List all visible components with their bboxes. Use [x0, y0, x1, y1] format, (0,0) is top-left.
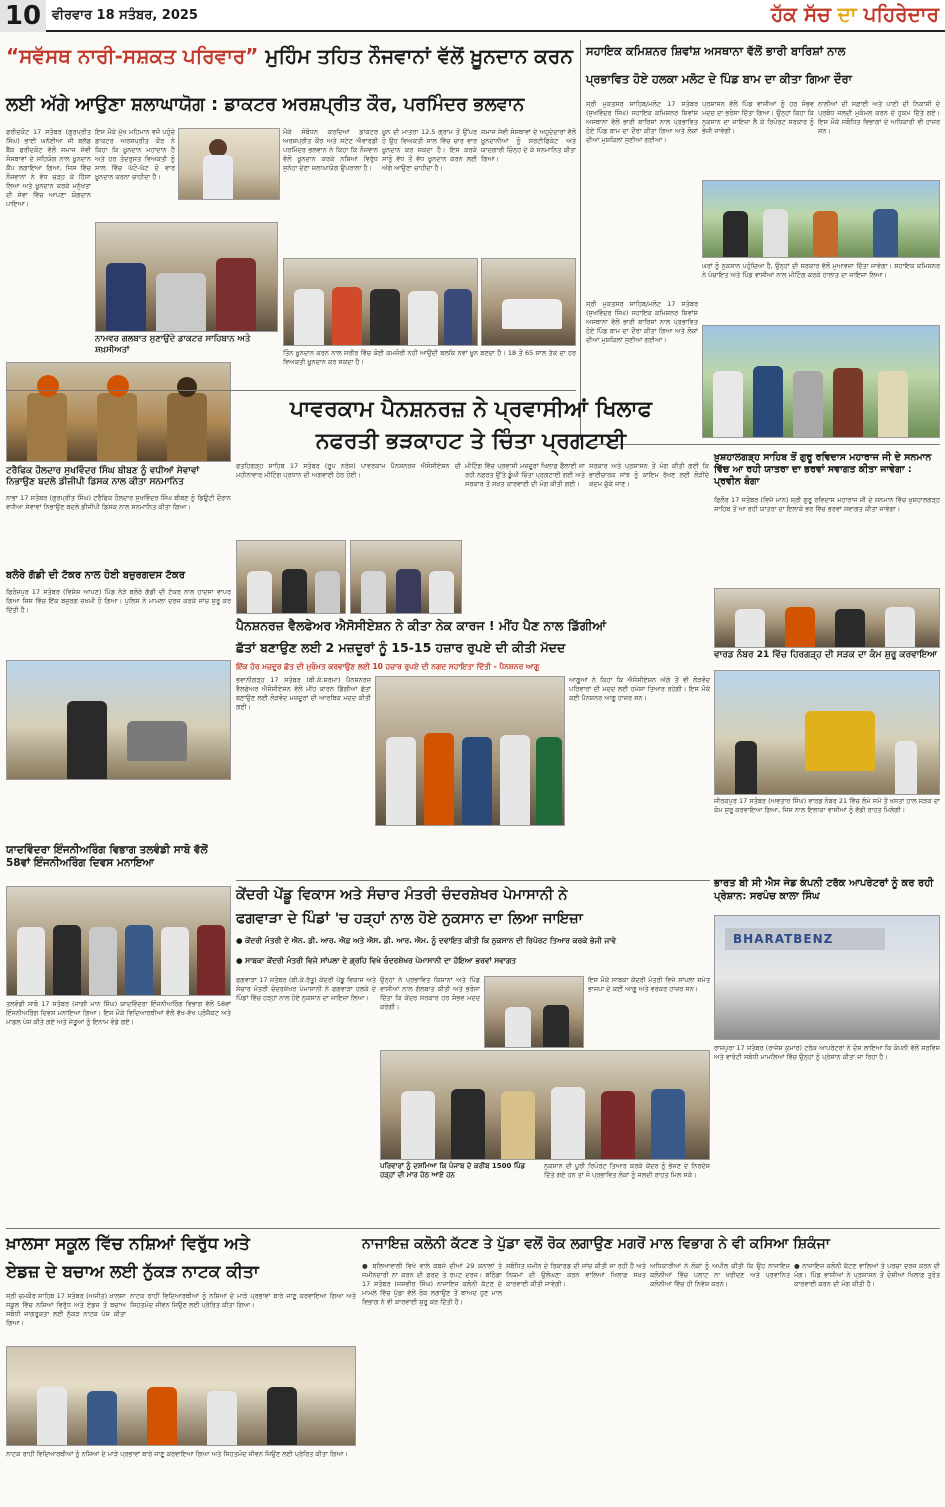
masthead-pre: ਹੱਕ ਸੱਚ	[771, 2, 838, 26]
a13-body-col2: ਸਬੰਧਿਤ ਜ਼ਮੀਨ ਦੇ ਰਿਕਾਰਡ ਦੀ ਜਾਂਚ ਕੀਤੀ ਜਾ ਰਹੀ ਹੈ ਅਤੇ ਨਿਯਮਾਂ ਦੀ ਉਲੰਘਣਾ ਕਰਨ ਵਾਲਿਆਂ ਖਿਲਾਫ਼ ਸਖ਼ਤ ਕਾਰਵਾਈ ਕੀਤੀ ਜਾਵੇਗੀ।	[506, 1262, 646, 1288]
a12-body-extra: ਨਾਟਕ ਰਾਹੀਂ ਵਿਦਿਆਰਥੀਆਂ ਨੂੰ ਨਸ਼ਿਆਂ ਦੇ ਮਾੜੇ ਪ੍ਰਭਾਵਾਂ ਬਾਰੇ ਜਾਣੂ ਕਰਵਾਇਆ ਗਿਆ ਅਤੇ ਸਿਹਤਮੰਦ ਜੀਵਨ ਜਿਉਣ ਲਈ ਪ੍ਰੇਰਿਤ ਕੀਤਾ ਗਿਆ।	[6, 1450, 348, 1458]
a9-body-left: ਭਵਾਨੀਗੜ੍ਹ 17 ਸਤੰਬਰ (ਬੀ.ਕੇ.ਸ਼ਰਮਾ) ਪੈਨਸ਼ਨਰਜ਼ ਵੈਲਫੇਅਰ ਐਸੋਸੀਏਸ਼ਨ ਵੱਲੋਂ ਮੀਂਹ ਕਾਰਨ ਡਿੱਗੀਆਂ ਛੱਤਾਂ ਬਣਾਉਣ ਲਈ ਲੋੜਵੰਦ ਮਜ਼ਦੂਰਾਂ ਦੀ ਆਰਥਿਕ ਮਦਦ ਕੀਤੀ ਗਈ।	[236, 676, 371, 711]
a7-photo	[714, 588, 940, 648]
a13-body-col1: ● ਬਲਿਆਵਾਲੀ ਵਿਖੇ ਵਾਲੇ ਕਬਜ਼ੇ ਦੀਆਂ 29 ਕਨਾਲਾਂ ਤੇ ਜਮੀਨਦਾਰੀ ਨਾ ਕਰਨ ਦੀ ਫ਼ਰਦ ਤੇ ਰਪਟ ਦਰਜ। ਬਠਿੰਡਾ 17 ਸਤੰਬਰ (ਜਸਵੀਰ ਸਿੰਘ) ਨਾਜਾਇਜ਼ ਕਲੋਨੀ ਕੱਟਣ ਦੇ ਮਾਮਲੇ ਵਿੱਚ ਪੁੱਡਾ ਵੱਲੋਂ ਰੋਕ ਲਗਾਉਣ ਤੋਂ ਬਾਅਦ ਹੁਣ ਮਾਲ ਵਿਭਾਗ ਨੇ ਵੀ ਕਾਰਵਾਈ ਸ਼ੁਰੂ ਕਰ ਦਿੱਤੀ ਹੈ।	[362, 1262, 502, 1306]
a5-body: ਫਿਰੋਜ਼ਪੁਰ 17 ਸਤੰਬਰ (ਵਿਸ਼ੇਸ਼ ਆਪਣ) ਪਿੰਡ ਨੇੜੇ ਬਲੋਰੇ ਗੱਡੀ ਦੀ ਟੱਕਰ ਨਾਲ ਹਾਦਸਾ ਵਾਪਰ ਗਿਆ ਜਿਸ ਵਿੱਚ ਇੱਕ ਬਜ਼ੁਰਗ ਜ਼ਖ਼ਮੀ ਹੋ ਗਿਆ। ਪੁਲਿਸ ਨੇ ਮਾਮਲਾ ਦਰਜ ਕਰਕੇ ਜਾਂਚ ਸ਼ੁਰੂ ਕਰ ਦਿੱਤੀ ਹੈ।	[6, 588, 231, 614]
a3-headline-line1: ਪਾਵਰਕਾਮ ਪੈਨਸ਼ਨਰਜ਼ ਨੇ ਪ੍ਰਵਾਸੀਆਂ ਖਿਲਾਫ	[289, 397, 653, 422]
a11-photo-minister	[484, 976, 584, 1048]
masthead	[771, 2, 939, 26]
a1-caption: ਨਾਮਵਰ ਗਲਬਾਤ ਸੁਣਾਉਂਦੇ ਡਾਕਟਰ ਸਾਹਿਬਾਨ ਅਤੇ ਸ਼ਖ਼ਸੀਅਤਾਂ	[95, 334, 251, 355]
a4-body: ਨਾਭਾ 17 ਸਤੰਬਰ (ਗੁਰਪ੍ਰੀਤ ਸਿੰਘ) ਟਰੈਫਿਕ ਹੌਲਦਾਰ ਸੁਖਵਿੰਦਰ ਸਿੰਘ ਬੀਬਣ ਨੂੰ ਡਿਊਟੀ ਦੌਰਾਨ ਵਧੀਆ ਸੇਵਾਵਾਂ ਨਿਭਾਉਣ ਬਦਲੇ ਡੀਜੀਪੀ ਡਿਸਕ ਨਾਲ ਸਨਮਾਨਿਤ ਕੀਤਾ ਗਿਆ।	[6, 494, 231, 511]
a5-headline: ਬਲੋਰੇ ਗੱਡੀ ਦੀ ਟੱਕਰ ਨਾਲ ਹੋਈ ਬਜ਼ੁਰਗਦਸ ਟੱਕਰ	[6, 570, 186, 581]
a9-photo	[375, 676, 565, 826]
a1-photo-nurse	[178, 128, 280, 200]
a1-photo-officials	[283, 258, 478, 346]
a2-body-low: ਘਰਾਂ ਨੂੰ ਨੁਕਸਾਨ ਪਹੁੰਚਿਆ ਹੈ, ਉਨ੍ਹਾਂ ਦੀ ਸਰਕਾਰ ਵੱਲੋਂ ਮੁਆਵਜ਼ਾ ਦਿੱਤਾ ਜਾਵੇਗਾ। ਸਹਾਇਕ ਕਮਿਸ਼ਨਰ ਨੇ ਪੰਚਾਇਤ ਅਤੇ ਪਿੰਡ ਵਾਸੀਆਂ ਨਾਲ ਮੀਟਿੰਗ ਕਰਕੇ ਹਾਲਾਤ ਦਾ ਜਾਇਜ਼ਾ ਲਿਆ।	[702, 262, 940, 279]
a1-body-col3: ਮੌਕੇ ਸੰਬੋਧਨ ਕਰਦਿਆਂ ਡਾਕਟਰ ਅਰਸ਼ਪ੍ਰੀਤ ਕੌਰ ਅਤੇ ਸਟੇਟ ਐਵਾਰਡੀ ਪਰਮਿੰਦਰ ਭਲਵਾਨ ਨੇ ਕਿਹਾ ਕਿ ਨੌਜਵਾਨ ਵੱਲੋਂ ਖ਼ੂਨਦਾਨ ਕਰਕੇ ਨਸ਼ਿਆਂ ਵਿਰੁੱਧ ਸੁਨੇਹਾ ਦੇਣਾ ਸ਼ਲਾਘਾਯੋਗ ਉਪਰਾਲਾ ਹੈ।	[283, 128, 378, 172]
a11-body-far: ਇਸ ਮੌਕੇ ਸਾਬਕਾ ਕੇਂਦਰੀ ਮੰਤਰੀ ਵਿਜੇ ਸਾਂਪਲਾ ਸਮੇਤ ਭਾਜਪਾ ਦੇ ਕਈ ਆਗੂ ਅਤੇ ਵਰਕਰ ਹਾਜ਼ਰ ਸਨ।	[588, 976, 710, 993]
a10-headline: ਭਾਰਤ ਬੀ ਸੀ ਐਸ ਜੇਡ ਕੰਪਨੀ ਟਰੱਕ ਆਪਰੇਟਰਾਂ ਨੂੰ ਕਰ ਰਹੀ ਪ੍ਰੇਸ਼ਾਨ: ਸਰਪੰਚ ਕਾਲਾ ਸਿੰਘ	[714, 878, 934, 902]
a11-bullet1: ● ਕੇਂਦਰੀ ਮੰਤਰੀ ਦੇ ਐਨ. ਡੀ. ਆਰ. ਐਫ਼ ਅਤੇ ਐਸ. ਡੀ. ਆਰ. ਐਮ. ਨੂੰ ਦਵਾਇਤ ਕੀਤੀ ਕਿ ਨੁਕਸਾਨ ਦੀ ਰਿਪੋਰਟ ਤਿਆਰ ਕਰਕੇ ਭੇਜੀ ਜਾਵੇ	[236, 936, 617, 945]
a13-headline: ਨਾਜਾਇਜ਼ ਕਲੋਨੀ ਕੱਟਣ ਤੇ ਪੁੱਡਾ ਵਲੋਂ ਰੋਕ ਲਗਾਉਣ ਮਗਰੋਂ ਮਾਲ ਵਿਭਾਗ ਨੇ ਵੀ ਕਸਿਆ ਸ਼ਿਕੰਜਾ	[362, 1236, 830, 1252]
divider-h4	[6, 1228, 940, 1229]
a12-headline-line2: ਏਡਜ਼ ਦੇ ਬਚਾਅ ਲਈ ਨੁੱਕੜ ਨਾਟਕ ਕੀਤਾ	[6, 1262, 259, 1282]
a9-headline: ਪੈਨਸ਼ਨਰਜ਼ ਵੈਲਫੇਅਰ ਐਸੋਸੀਏਸ਼ਨ ਨੇ ਕੀਤਾ ਨੇਕ ਕਾਰਜ ! ਮੀਂਹ ਪੈਣ ਨਾਲ ਡਿੱਗੀਆਂ	[236, 618, 606, 633]
a1-body-col4: ਖ਼ੂਨ ਦੀ ਮਾਤਰਾ 12.5 ਗ੍ਰਾਮ ਤੋਂ ਉੱਪਰ ਹੋ ਉਹ ਵਿਅਕਤੀ ਸਾਲ ਵਿੱਚ ਚਾਰ ਵਾਰ ਖ਼ੂਨਦਾਨ ਕਰ ਸਕਦਾ ਹੈ। ਇਸ ਕਰਕੇ ਸਾਨੂੰ ਵੱਧ ਤੋਂ ਵੱਧ ਖ਼ੂਨਦਾਨ ਕਰਨ ਲਈ ਅੱਗੇ ਆਉਣਾ ਚਾਹੀਦਾ ਹੈ।	[382, 128, 477, 172]
a2-body-extra: ਸ੍ਰੀ ਮੁਕਤਸਰ ਸਾਹਿਬ/ਮਲੋਟ 17 ਸਤੰਬਰ (ਸੁਖਵਿੰਦਰ ਸਿੰਘ) ਸਹਾਇਕ ਕਮਿਸ਼ਨਰ ਸ਼ਿਵਾਂਸ਼ ਅਸਥਾਨਾ ਵੱਲੋਂ ਭਾਰੀ ਬਾਰਿਸ਼ਾਂ ਨਾਲ ਪ੍ਰਭਾਵਿਤ ਹੋਏ ਪਿੰਡ ਬਾਮ ਦਾ ਦੌਰਾ ਕੀਤਾ ਗਿਆ ਅਤੇ ਲੋਕਾਂ ਦੀਆਂ ਮੁਸ਼ਕਿਲਾਂ ਸੁਣੀਆਂ ਗਈਆਂ।	[586, 300, 698, 344]
a3-headline-line2: ਨਫਰਤੀ ਭੜਕਾਹਟ ਤੇ ਚਿੰਤਾ ਪ੍ਰਗਟਾਈ	[315, 429, 627, 454]
a11-headline-line2: ਫਗਵਾੜਾ ਦੇ ਪਿੰਡਾਂ 'ਚ ਹੜ੍ਹਾਂ ਨਾਲ ਹੋਏ ਨੁਕਸਾਨ ਦਾ ਲਿਆ ਜਾਇਜ਼ਾ	[236, 911, 583, 927]
a2-photo-flood	[702, 180, 940, 258]
page-number: 10	[0, 0, 46, 32]
masthead-accent: ਦਾ	[837, 2, 864, 26]
a8-headline: ਵਾਰਡ ਨੰਬਰ 21 ਵਿੱਚ ਹਿਰਗੜ੍ਹ ਦੀ ਸੜਕ ਦਾ ਕੰਮ ਸ਼ੁਰੂ ਕਰਵਾਇਆ	[714, 650, 937, 660]
a13-body-col4: ● ਨਾਜਾਇਜ਼ ਕਲੋਨੀ ਕੱਟਣ ਵਾਲਿਆਂ ਤੇ ਪਰਚਾ ਦਰਜ ਕਰਨ ਦੀ ਮੰਗ। ਪਿੰਡ ਵਾਸੀਆਂ ਨੇ ਪ੍ਰਸ਼ਾਸਨ ਤੋਂ ਦੋਸ਼ੀਆਂ ਖਿਲਾਫ਼ ਤੁਰੰਤ ਕਾਰਵਾਈ ਕਰਨ ਦੀ ਮੰਗ ਕੀਤੀ ਹੈ।	[794, 1262, 940, 1288]
a9-subhead: ਇੱਕ ਹੋਰ ਮਜ਼ਦੂਰ ਛੱਤ ਦੀ ਮੁਰੰਮਤ ਕਰਵਾਉਣ ਲਈ 10 ਹਜ਼ਾਰ ਰੁਪਏ ਦੀ ਨਗਦ ਸਹਾਇਤਾ ਦਿੱਤੀ - ਪੈਨਸ਼ਨਰ ਆਗੂ	[236, 662, 540, 671]
a11-headline: ਕੇਂਦਰੀ ਪੇਂਡੂ ਵਿਕਾਸ ਅਤੇ ਸੰਚਾਰ ਮੰਤਰੀ ਚੰਦਰਸ਼ੇਖਰ ਪੇਮਾਸਾਨੀ ਨੇ	[236, 887, 568, 903]
divider-h1	[6, 390, 576, 391]
a12-headline: ਖ਼ਾਲਸਾ ਸਕੂਲ ਵਿੱਚ ਨਸ਼ਿਆਂ ਵਿਰੁੱਧ ਅਤੇ	[6, 1234, 250, 1254]
divider-v1	[580, 40, 581, 440]
a3-photo-left	[236, 540, 346, 614]
a11-body-right: ਨੁਕਸਾਨ ਦੀ ਪੂਰੀ ਰਿਪੋਰਟ ਤਿਆਰ ਕਰਕੇ ਕੇਂਦਰ ਨੂੰ ਭੇਜਣ ਦੇ ਨਿਰਦੇਸ਼ ਦਿੱਤੇ ਗਏ ਹਨ ਤਾਂ ਜੋ ਪ੍ਰਭਾਵਿਤ ਲੋਕਾਂ ਨੂੰ ਜਲਦੀ ਰਾਹਤ ਮਿਲ ਸਕੇ।	[544, 1162, 710, 1179]
a1-photo-patient	[481, 258, 576, 346]
a3-body-right: ਸਰਕਾਰ ਅਤੇ ਪ੍ਰਸ਼ਾਸਨ ਤੋਂ ਮੰਗ ਕੀਤੀ ਗਈ ਕਿ ਭਾਈਚਾਰਕ ਸਾਂਝ ਨੂੰ ਕਾਇਮ ਰੱਖਣ ਲਈ ਲੋੜੀਂਦੇ ਕਦਮ ਚੁੱਕੇ ਜਾਣ।	[589, 462, 709, 488]
a12-body: ਸ੍ਰੀ ਚਮਕੌਰ ਸਾਹਿਬ 17 ਸਤੰਬਰ (ਅਜੀਤ) ਖ਼ਾਲਸਾ ਸਕੂਲ ਵਿੱਚ ਨਸ਼ਿਆਂ ਵਿਰੁੱਧ ਅਤੇ ਏਡਜ਼ ਤੋਂ ਬਚਾਅ ਸਬੰਧੀ ਜਾਗਰੂਕਤਾ ਲਈ ਨੁੱਕੜ ਨਾਟਕ ਪੇਸ਼ ਕੀਤਾ ਗਿਆ।	[6, 1292, 126, 1327]
a2-body-col2: ਪ੍ਰਸ਼ਾਸਨ ਵੱਲੋਂ ਪਿੰਡ ਵਾਸੀਆਂ ਨੂੰ ਹਰ ਸੰਭਵ ਮਦਦ ਦਾ ਭਰੋਸਾ ਦਿੱਤਾ ਗਿਆ। ਉਨ੍ਹਾਂ ਕਿਹਾ ਕਿ ਨੁਕਸਾਨ ਦਾ ਜਾਇਜ਼ਾ ਲੈ ਕੇ ਰਿਪੋਰਟ ਸਰਕਾਰ ਨੂੰ ਭੇਜੀ ਜਾਵੇਗੀ।	[702, 100, 814, 135]
a6-headline: ਯਾਦਵਿੰਦਰਾ ਇੰਜਨੀਅਰਿੰਗ ਵਿਭਾਗ ਤਲਵੰਡੀ ਸਾਬੋ ਵੱਲੋਂ 58ਵਾਂ ਇੰਜਨੀਅਰਿੰਗ ਦਿਵਸ ਮਨਾਇਆ	[6, 844, 208, 870]
a3-body-left: ਫਤਹਿਗੜ੍ਹ ਸਾਹਿਬ 17 ਸਤੰਬਰ (ਰੂਪ ਨਰੇਸ਼) ਪਾਵਰਕਾਮ ਪੈਨਸ਼ਨਰਜ਼ ਐਸੋਸੀਏਸ਼ਨ ਦੀ ਮਹੀਨਾਵਾਰ ਮੀਟਿੰਗ ਪ੍ਰਧਾਨ ਦੀ ਅਗਵਾਈ ਹੇਠ ਹੋਈ।	[236, 462, 461, 479]
a11-body-mid: ਉਨ੍ਹਾਂ ਨੇ ਪ੍ਰਭਾਵਿਤ ਕਿਸਾਨਾਂ ਅਤੇ ਪਿੰਡ ਵਾਸੀਆਂ ਨਾਲ ਗੱਲਬਾਤ ਕੀਤੀ ਅਤੇ ਭਰੋਸਾ ਦਿੱਤਾ ਕਿ ਕੇਂਦਰ ਸਰਕਾਰ ਹਰ ਸੰਭਵ ਮਦਦ ਕਰੇਗੀ।	[380, 976, 480, 1011]
a8-body: ਜੀਰਕਪੁਰ 17 ਸਤੰਬਰ (ਅਵਤਾਰ ਸਿੰਘ) ਵਾਰਡ ਨੰਬਰ 21 ਵਿੱਚ ਲੰਮੇ ਸਮੇਂ ਤੋਂ ਖਸਤਾ ਹਾਲ ਸੜਕ ਦਾ ਕੰਮ ਸ਼ੁਰੂ ਕਰਵਾਇਆ ਗਿਆ, ਜਿਸ ਨਾਲ ਇਲਾਕਾ ਵਾਸੀਆਂ ਨੂੰ ਵੱਡੀ ਰਾਹਤ ਮਿਲੇਗੀ।	[714, 797, 940, 814]
a4-headline: ਟਰੈਫਿਕ ਹੌਲਦਾਰ ਸੁਖਵਿੰਦਰ ਸਿੰਘ ਬੀਬਣ ਨੂੰ ਵਧੀਆਂ ਸੇਵਾਵਾਂ ਨਿਭਾਉਣ ਬਦਲੇ ਡੀਜੀਪੀ ਡਿਸਕ ਨਾਲ ਕੀਤਾ ਸਨਮਾਨਿਤ	[6, 466, 200, 488]
issue-date: ਵੀਰਵਾਰ 18 ਸਤੰਬਰ, 2025	[52, 8, 198, 23]
a9-headline-line2: ਛੱਤਾਂ ਬਣਾਉਣ ਲਈ 2 ਮਜ਼ਦੂਰਾਂ ਨੂੰ 15-15 ਹਜ਼ਾਰ ਰੁਪਏ ਦੀ ਕੀਤੀ ਮੱਦਦ	[236, 640, 566, 655]
a2-body-col1: ਸ੍ਰੀ ਮੁਕਤਸਰ ਸਾਹਿਬ/ਮਲੋਟ 17 ਸਤੰਬਰ (ਸੁਖਵਿੰਦਰ ਸਿੰਘ) ਸਹਾਇਕ ਕਮਿਸ਼ਨਰ ਸ਼ਿਵਾਂਸ਼ ਅਸਥਾਨਾ ਵੱਲੋਂ ਭਾਰੀ ਬਾਰਿਸ਼ਾਂ ਨਾਲ ਪ੍ਰਭਾਵਿਤ ਹੋਏ ਪਿੰਡ ਬਾਮ ਦਾ ਦੌਰਾ ਕੀਤਾ ਗਿਆ ਅਤੇ ਲੋਕਾਂ ਦੀਆਂ ਮੁਸ਼ਕਿਲਾਂ ਸੁਣੀਆਂ ਗਈਆਂ।	[586, 100, 698, 144]
a7-body: ਫਿਲੌਰ 17 ਸਤੰਬਰ (ਵਿਜੇ ਮਾਨ) ਸ਼੍ਰੀ ਗੁਰੂ ਰਵਿਦਾਸ ਮਹਾਰਾਜ ਜੀ ਦੇ ਸਨਮਾਨ ਵਿੱਚ ਖ਼ੁਸ਼ਹਾਲਗੜ੍ਹ ਸਾਹਿਬ ਤੋਂ ਆ ਰਹੀ ਯਾਤਰਾ ਦਾ ਇਲਾਕੇ ਭਰ ਵਿੱਚ ਭਰਵਾਂ ਸਵਾਗਤ ਕੀਤਾ ਜਾਵੇਗਾ।	[714, 496, 940, 513]
a1-headline-line2: ਲਈ ਅੱਗੇ ਆਉਣਾ ਸ਼ਲਾਘਾਯੋਗ : ਡਾਕਟਰ ਅਰਸ਼ਪ੍ਰੀਤ ਕੌਰ, ਪਰਮਿੰਦਰ ਭਲਵਾਨ	[6, 94, 525, 115]
a2-body-col3: ਨਾਲੀਆਂ ਦੀ ਸਫ਼ਾਈ ਅਤੇ ਪਾਣੀ ਦੀ ਨਿਕਾਸੀ ਦੇ ਪ੍ਰਬੰਧ ਜਲਦੀ ਮੁਕੰਮਲ ਕਰਨ ਦੇ ਹੁਕਮ ਦਿੱਤੇ ਗਏ। ਇਸ ਮੌਕੇ ਸਬੰਧਿਤ ਵਿਭਾਗਾਂ ਦੇ ਅਧਿਕਾਰੀ ਵੀ ਹਾਜ਼ਰ ਸਨ।	[818, 100, 940, 135]
a11-photo-group	[380, 1050, 710, 1160]
a1-photo-donors	[95, 222, 278, 332]
a1-headline-red: “ਸਵੱਸਥ ਨਾਰੀ-ਸਸ਼ਕਤ ਪਰਿਵਾਰ”	[6, 44, 259, 68]
a6-body: ਤਲਵੰਡੀ ਸਾਬੋ 17 ਸਤੰਬਰ (ਜਾਗੀ ਮਾਨ ਸਿੰਘ) ਯਾਦਵਿੰਦਰਾ ਇੰਜਨੀਅਰਿੰਗ ਵਿਭਾਗ ਵੱਲੋਂ 58ਵਾਂ ਇੰਜਨੀਅਰਿੰਗ ਦਿਵਸ ਮਨਾਇਆ ਗਿਆ। ਇਸ ਮੌਕੇ ਵਿਦਿਆਰਥੀਆਂ ਵੱਲੋਂ ਵੱਖ-ਵੱਖ ਪ੍ਰੋਜੈਕਟ ਅਤੇ ਮਾਡਲ ਪੇਸ਼ ਕੀਤੇ ਗਏ ਅਤੇ ਜੇਤੂਆਂ ਨੂੰ ਇਨਾਮ ਵੰਡੇ ਗਏ।	[6, 1000, 231, 1026]
a8-photo	[714, 670, 940, 795]
a1-body-col1: ਫਰੀਦਕੋਟ 17 ਸਤੰਬਰ (ਗੁਰਪ੍ਰੀਤ ਸਿੰਘ) ਭਾਈ ਘਨੱਈਆ ਜੀ ਬਲੱਡ ਬੈਂਕ ਫਰੀਦਕੋਟ ਵੱਲੋਂ ਸਮਾਜ ਸੇਵੀ ਸੰਸਥਾਵਾਂ ਦੇ ਸਹਿਯੋਗ ਨਾਲ ਖ਼ੂਨਦਾਨ ਕੈਂਪ ਲਗਾਇਆ ਗਿਆ, ਜਿਸ ਵਿੱਚ ਨੌਜਵਾਨਾਂ ਨੇ ਵੱਧ ਚੜ੍ਹ ਕੇ ਹਿੱਸਾ ਲਿਆ ਅਤੇ ਖ਼ੂਨਦਾਨ ਕਰਕੇ ਮਨੁੱਖਤਾ ਦੀ ਸੇਵਾ ਵਿੱਚ ਆਪਣਾ ਯੋਗਦਾਨ ਪਾਇਆ।	[6, 128, 91, 208]
a10-photo	[714, 915, 940, 1040]
a6-photo	[6, 886, 231, 996]
a11-caption: ਪਰਿਵਾਰਾਂ ਨੂੰ ਦਸ਼ਮਿਆ ਕਿ ਪੰਜਾਬ ਦੇ ਕਰੀਬ 1500 ਪਿੰਡ ਹੜ੍ਹਾਂ ਦੀ ਮਾਰ ਹੇਠ ਆਏ ਹਨ	[380, 1162, 526, 1179]
a5-photo	[6, 660, 231, 780]
a1-body-bottom: ਤਿੰਨ ਖ਼ੂਨਦਾਨ ਕਰਨ ਨਾਲ ਸਰੀਰ ਵਿੱਚ ਕੋਈ ਕਮਜ਼ੋਰੀ ਨਹੀਂ ਆਉਂਦੀ ਬਲਕਿ ਨਵਾਂ ਖ਼ੂਨ ਬਣਦਾ ਹੈ। 18 ਤੋਂ 65 ਸਾਲ ਤੱਕ ਦਾ ਹਰ ਵਿਅਕਤੀ ਖ਼ੂਨਦਾਨ ਕਰ ਸਕਦਾ ਹੈ।	[283, 349, 576, 366]
a2-headline-line2: ਪ੍ਰਭਾਵਿਤ ਹੋਏ ਹਲਕਾ ਮਲੋਟ ਦੇ ਪਿੰਡ ਬਾਮ ਦਾ ਕੀਤਾ ਗਿਆ ਦੌਰਾ	[586, 72, 852, 86]
a10-sign: BHARATBENZ	[725, 928, 885, 950]
a1-body-col5: ਸਮਾਜ ਸੇਵੀ ਸੰਸਥਾਵਾਂ ਦੇ ਅਹੁਦੇਦਾਰਾਂ ਵੱਲੋਂ ਖ਼ੂਨਦਾਨੀਆਂ ਨੂੰ ਸਰਟੀਫਿਕੇਟ ਅਤੇ ਯਾਦਗਾਰੀ ਚਿੰਨ੍ਹ ਦੇ ਕੇ ਸਨਮਾਨਿਤ ਕੀਤਾ ਗਿਆ।	[481, 128, 576, 163]
a10-body: ਰਾਜਪੁਰਾ 17 ਸਤੰਬਰ (ਰਾਜੇਸ਼ ਕੁਮਾਰ) ਟਰੱਕ ਆਪਰੇਟਰਾਂ ਨੇ ਦੋਸ਼ ਲਾਇਆ ਕਿ ਕੰਪਨੀ ਵੱਲੋਂ ਸਰਵਿਸ ਅਤੇ ਵਾਰੰਟੀ ਸਬੰਧੀ ਮਾਮਲਿਆਂ ਵਿੱਚ ਉਨ੍ਹਾਂ ਨੂੰ ਪ੍ਰੇਸ਼ਾਨ ਕੀਤਾ ਜਾ ਰਿਹਾ ਹੈ।	[714, 1044, 940, 1061]
a11-body-left: ਫਗਵਾੜਾ 17 ਸਤੰਬਰ (ਬੀ.ਕੇ.ਰੱਤੂ) ਕੇਂਦਰੀ ਪੇਂਡੂ ਵਿਕਾਸ ਅਤੇ ਸੰਚਾਰ ਮੰਤਰੀ ਚੰਦਰਸ਼ੇਖਰ ਪੇਮਾਸਾਨੀ ਨੇ ਫਗਵਾੜਾ ਹਲਕੇ ਦੇ ਪਿੰਡਾਂ ਵਿੱਚ ਹੜ੍ਹਾਂ ਨਾਲ ਹੋਏ ਨੁਕਸਾਨ ਦਾ ਜਾਇਜ਼ਾ ਲਿਆ।	[236, 976, 376, 1002]
a2-photo-meeting	[702, 325, 940, 438]
a11-bullet2: ● ਸਾਬਕਾ ਕੇਂਦਰੀ ਮੰਤਰੀ ਵਿਜੇ ਸਾਂਪਲਾ ਦੇ ਗ੍ਰਹਿ ਵਿਖੇ ਚੰਦਰਸ਼ੇਖਰ ਪੇਮਾਸਾਨੀ ਦਾ ਹੋਇਆ ਭਰਵਾਂ ਸਵਾਗਤ	[236, 956, 517, 965]
a12-body2: ਨਾਟਕ ਰਾਹੀਂ ਵਿਦਿਆਰਥੀਆਂ ਨੂੰ ਨਸ਼ਿਆਂ ਦੇ ਮਾੜੇ ਪ੍ਰਭਾਵਾਂ ਬਾਰੇ ਜਾਣੂ ਕਰਵਾਇਆ ਗਿਆ ਅਤੇ ਸਿਹਤਮੰਦ ਜੀਵਨ ਜਿਉਣ ਲਈ ਪ੍ਰੇਰਿਤ ਕੀਤਾ ਗਿਆ।	[130, 1292, 356, 1309]
a1-headline	[6, 44, 576, 69]
masthead-post: ਪਹਿਰੇਦਾਰ	[863, 2, 939, 26]
a1-headline-rest: ਮੁਹਿੰਮ ਤਹਿਤ ਨੌਜਵਾਨਾਂ ਵੱਲੋਂ ਖ਼ੂਨਦਾਨ ਕਰਨ	[258, 44, 573, 68]
a3-photo-right	[350, 540, 462, 614]
a12-photo	[6, 1346, 356, 1446]
a3-body-mid: ਮੀਟਿੰਗ ਵਿੱਚ ਪ੍ਰਵਾਸੀ ਮਜ਼ਦੂਰਾਂ ਖਿਲਾਫ਼ ਫੈਲਾਈ ਜਾ ਰਹੀ ਨਫ਼ਰਤ ਉੱਤੇ ਡੂੰਘੀ ਚਿੰਤਾ ਪ੍ਰਗਟਾਈ ਗਈ ਅਤੇ ਸਰਕਾਰ ਤੋਂ ਸਖ਼ਤ ਕਾਰਵਾਈ ਦੀ ਮੰਗ ਕੀਤੀ ਗਈ।	[465, 462, 585, 488]
a1-body-col2: ਇਸ ਮੌਕੇ ਮੁੱਖ ਮਹਿਮਾਨ ਵਜੋਂ ਪਹੁੰਚੇ ਡਾਕਟਰ ਅਰਸ਼ਪ੍ਰੀਤ ਕੌਰ ਨੇ ਕਿਹਾ ਕਿ ਖ਼ੂਨਦਾਨ ਮਹਾਂਦਾਨ ਹੈ ਅਤੇ ਹਰ ਤੰਦਰੁਸਤ ਵਿਅਕਤੀ ਨੂੰ ਸਾਲ ਵਿੱਚ ਘੱਟੋ-ਘੱਟ ਦੋ ਵਾਰ ਖ਼ੂਨਦਾਨ ਕਰਨਾ ਚਾਹੀਦਾ ਹੈ।	[95, 128, 175, 181]
divider-h3	[236, 880, 710, 881]
a2-headline: ਸਹਾਇਕ ਕਮਿਸ਼ਨਰ ਸ਼ਿਵਾਂਸ਼ ਅਸਥਾਨਾ ਵੱਲੋਂ ਭਾਰੀ ਬਾਰਿਸ਼ਾਂ ਨਾਲ	[586, 44, 846, 58]
a9-body-right: ਆਗੂਆਂ ਨੇ ਕਿਹਾ ਕਿ ਐਸੋਸੀਏਸ਼ਨ ਅੱਗੇ ਤੋਂ ਵੀ ਲੋੜਵੰਦ ਪਰਿਵਾਰਾਂ ਦੀ ਮਦਦ ਲਈ ਹਮੇਸ਼ਾ ਤਿਆਰ ਰਹੇਗੀ। ਇਸ ਮੌਕੇ ਕਈ ਪੈਨਸ਼ਨਰ ਆਗੂ ਹਾਜ਼ਰ ਸਨ।	[569, 676, 710, 702]
a13-body-col3: ਅਧਿਕਾਰੀਆਂ ਨੇ ਲੋਕਾਂ ਨੂੰ ਅਪੀਲ ਕੀਤੀ ਕਿ ਉਹ ਨਾਜਾਇਜ਼ ਕਲੋਨੀਆਂ ਵਿੱਚ ਪਲਾਟ ਨਾ ਖਰੀਦਣ ਅਤੇ ਪ੍ਰਵਾਨਿਤ ਕਲੋਨੀਆਂ ਵਿੱਚ ਹੀ ਨਿਵੇਸ਼ ਕਰਨ।	[650, 1262, 790, 1288]
a4-photo	[6, 362, 231, 462]
a7-headline: ਖ਼ੁਸ਼ਹਾਲਗੜ੍ਹ ਸਾਹਿਬ ਤੋਂ ਗੁਰੂ ਰਵਿਦਾਸ ਮਹਾਰਾਜ ਜੀ ਦੇ ਸਨਮਾਨ ਵਿੱਚ ਆ ਰਹੀ ਯਾਤਰਾ ਦਾ ਭਰਵਾਂ ਸਵਾਗਤ ਕੀਤਾ ਜਾਵੇਗਾ : ਪ੍ਰਵੀਨ ਬੰਗਾ	[714, 452, 932, 487]
